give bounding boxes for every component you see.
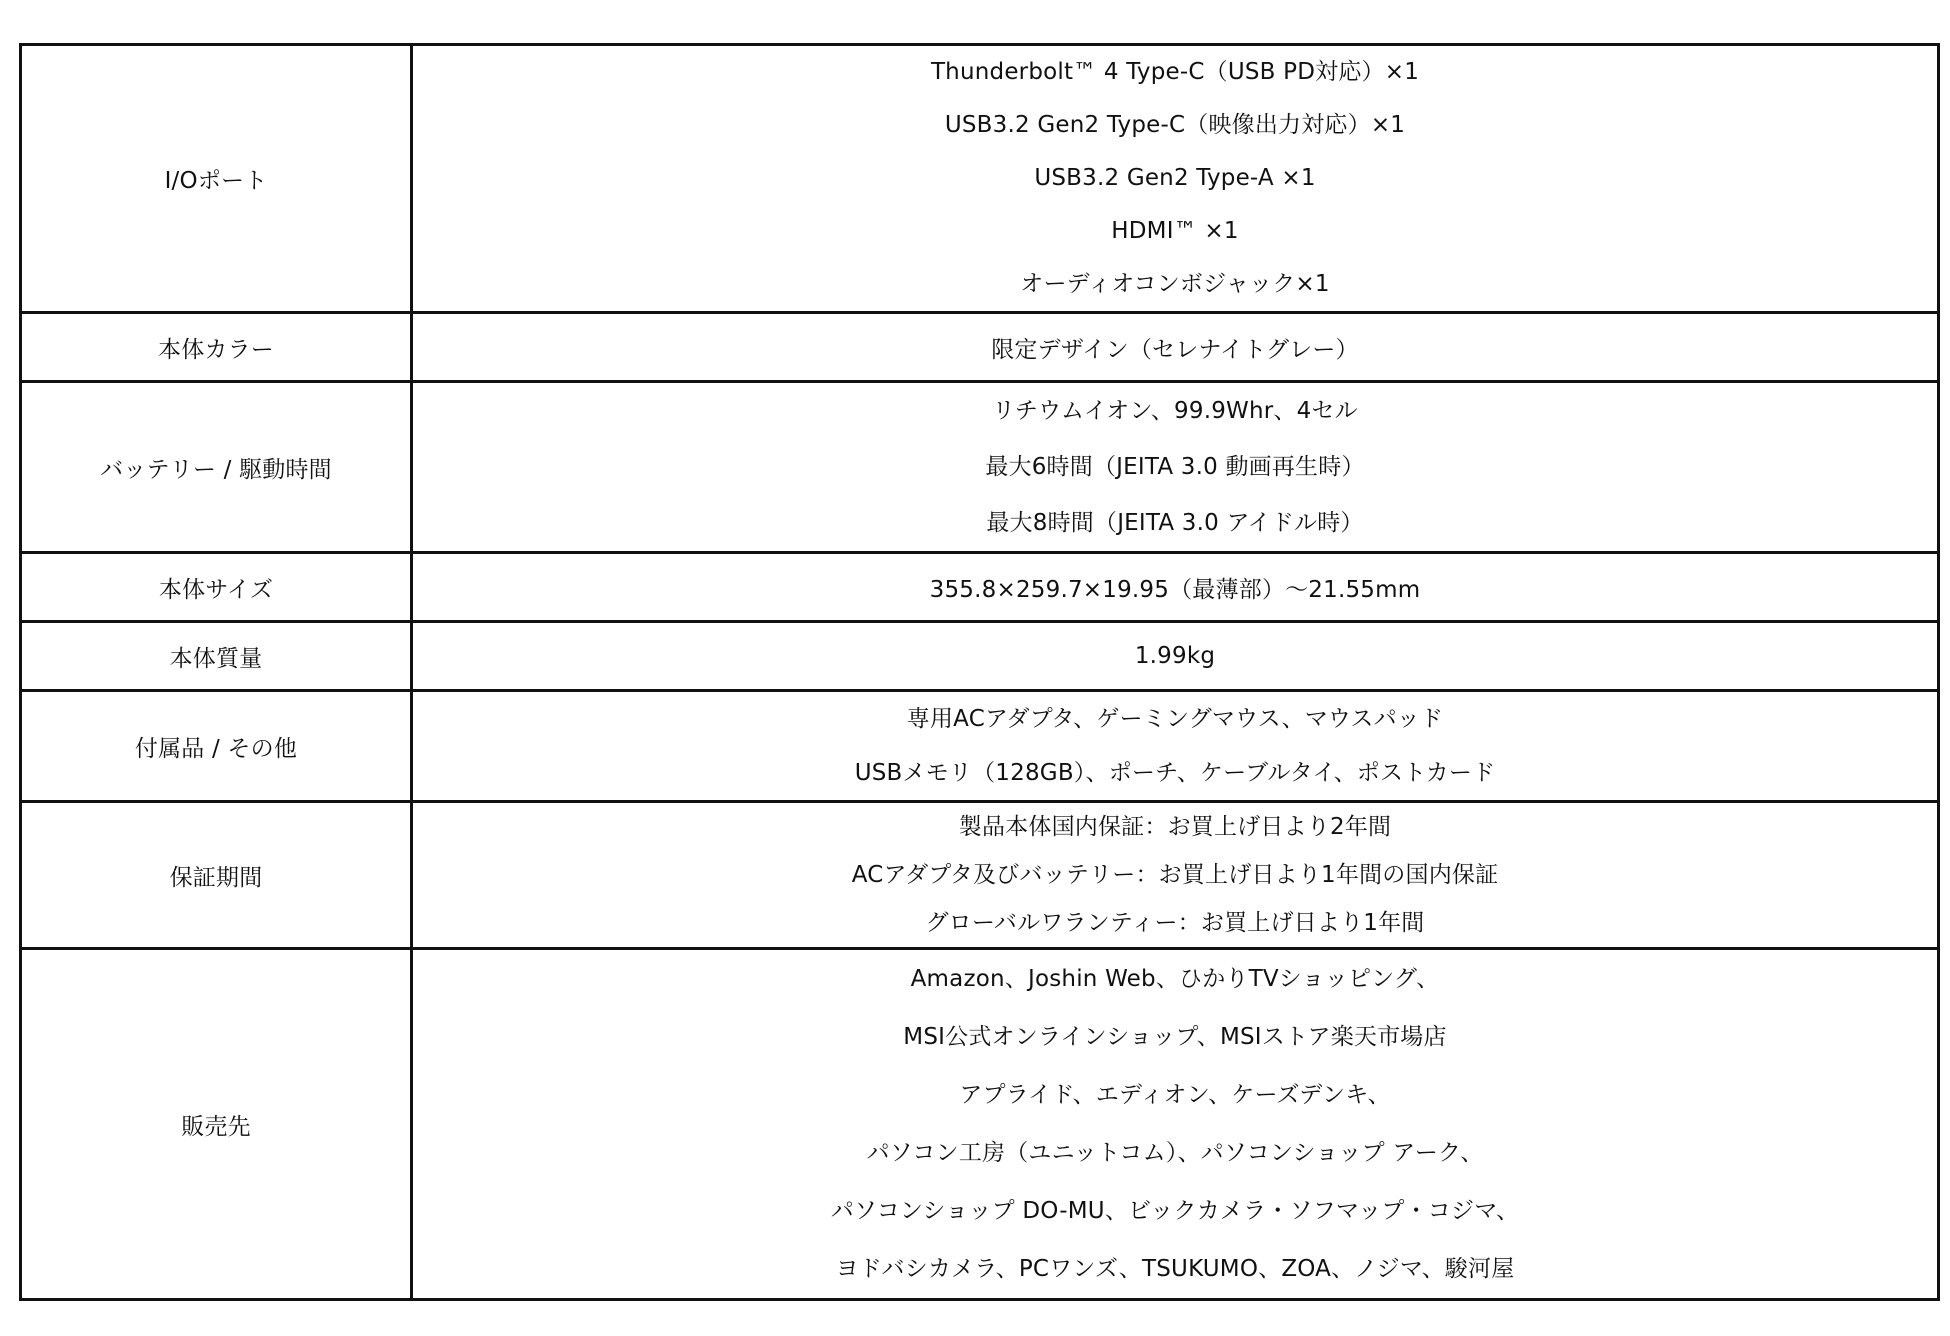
spec-value-cell: [412, 802, 1939, 949]
spec-value-line: パソコンショップ DO-MU、ビックカメラ・ソフマップ・コジマ、: [830, 1198, 1520, 1224]
spec-row-io-ports: [21, 45, 1939, 313]
spec-value-line: 専用ACアダプタ、ゲーミングマウス、マウスパッド: [906, 706, 1444, 732]
spec-row-body-weight: [21, 622, 1939, 691]
spec-row-warranty: [21, 802, 1939, 949]
spec-value-line: 1.99kg: [1134, 643, 1216, 669]
spec-label: 本体サイズ: [21, 553, 412, 622]
spec-value-line: 製品本体国内保証：お買上げ日より2年間: [958, 814, 1392, 840]
spec-row-body-color: [21, 313, 1939, 382]
spec-value-cell: [412, 622, 1939, 691]
spec-value-line: 限定デザイン（セレナイトグレー）: [991, 336, 1359, 363]
spec-row-retailers: [21, 949, 1939, 1300]
spec-value-cell: [412, 691, 1939, 802]
spec-value-line: パソコン工房（ユニットコム）、パソコンショップ アーク、: [866, 1140, 1484, 1166]
spec-value-cell: [412, 382, 1939, 553]
spec-value-cell: [412, 553, 1939, 622]
spec-value-line: オーディオコンボジャック×1: [1020, 271, 1330, 297]
spec-value-line: USBメモリ（128GB）、ポーチ、ケーブルタイ、ポストカード: [854, 760, 1496, 786]
spec-value-line: ACアダプタ及びバッテリー：お買上げ日より1年間の国内保証: [851, 862, 1499, 888]
spec-label: 販売先: [21, 949, 412, 1300]
spec-row-body-size: [21, 553, 1939, 622]
spec-value-line: グローバルワランティー：お買上げ日より1年間: [925, 910, 1425, 936]
spec-label: 本体質量: [21, 622, 412, 691]
spec-value-line: ヨドバシカメラ、PCワンズ、TSUKUMO、ZOA、ノジマ、駿河屋: [835, 1256, 1515, 1282]
spec-value-cell: [412, 313, 1939, 382]
spec-value-line: USB3.2 Gen2 Type-A ×1: [1034, 165, 1316, 191]
spec-label: 付属品 / その他: [21, 691, 412, 802]
spec-value-line: 355.8×259.7×19.95（最薄部）〜21.55mm: [929, 576, 1421, 603]
spec-label: 本体カラー: [21, 313, 412, 382]
spec-value-cell: [412, 949, 1939, 1300]
spec-row-accessories: [21, 691, 1939, 802]
spec-value-line: HDMI™ ×1: [1111, 218, 1239, 244]
spec-value-line: 最大8時間（JEITA 3.0 アイドル時）: [986, 510, 1364, 536]
spec-value-line: Amazon、Joshin Web、ひかりTVショッピング、: [910, 966, 1440, 992]
spec-value-line: リチウムイオン、99.9Whr、4セル: [992, 398, 1358, 424]
spec-value-line: 最大6時間（JEITA 3.0 動画再生時）: [985, 454, 1365, 480]
spec-value-line: MSI公式オンラインショップ、MSIストア楽天市場店: [903, 1024, 1447, 1050]
spec-label: I/Oポート: [21, 45, 412, 313]
spec-label: 保証期間: [21, 802, 412, 949]
spec-value-line: USB3.2 Gen2 Type-C（映像出力対応）×1: [944, 112, 1406, 138]
spec-row-battery: [21, 382, 1939, 553]
spec-value-line: Thunderbolt™ 4 Type-C（USB PD対応）×1: [930, 59, 1420, 85]
spec-table: [19, 43, 1940, 1301]
spec-value-cell: [412, 45, 1939, 313]
spec-label: バッテリー / 駆動時間: [21, 382, 412, 553]
spec-value-line: アプライド、エディオン、ケーズデンキ、: [959, 1082, 1391, 1108]
